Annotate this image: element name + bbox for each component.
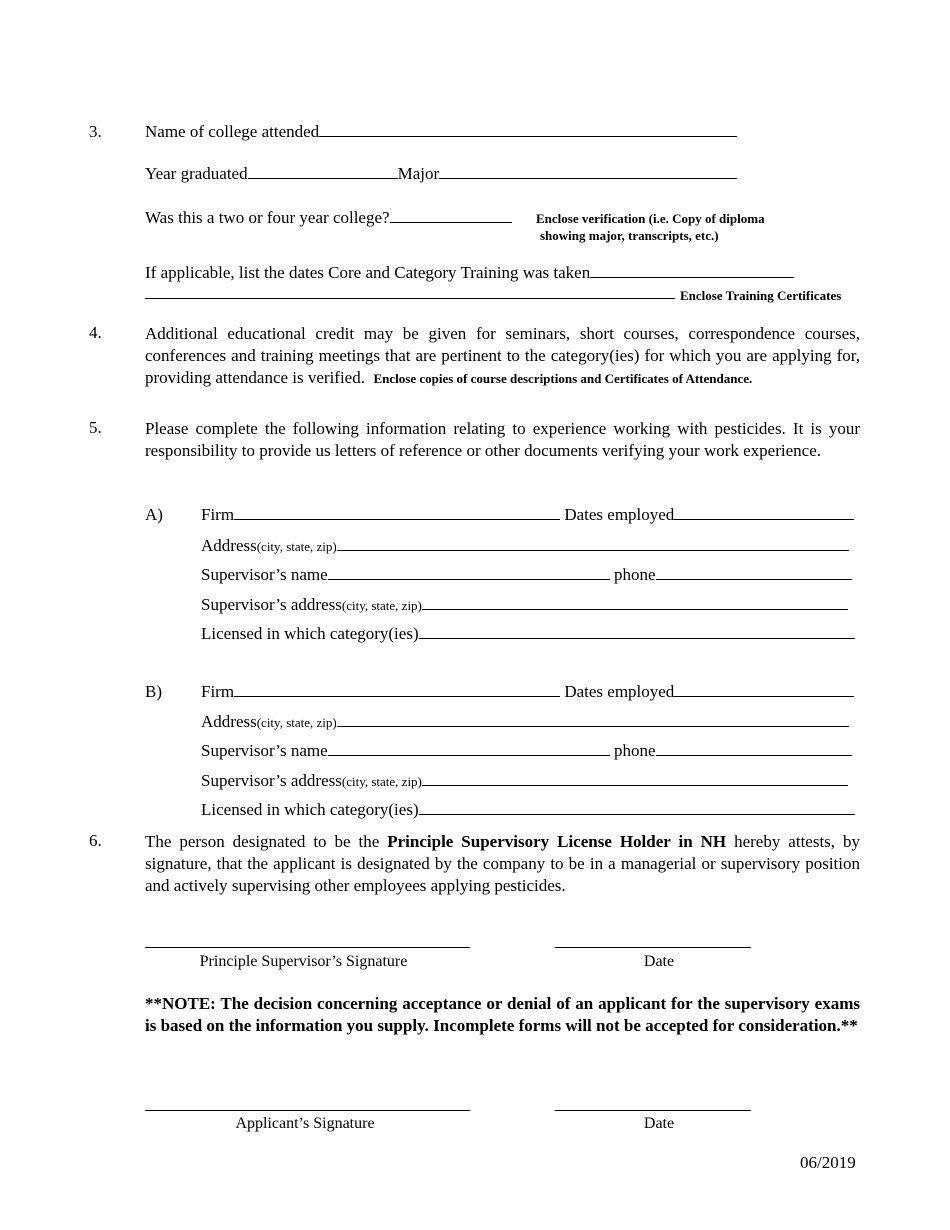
supervisor-date-line[interactable] <box>555 947 751 948</box>
question-5-text: Please complete the following information relating to experience working with pesticides. It is your responsibility to provide us letters of reference or other documents verifying your work experience. <box>145 419 860 460</box>
applicant-signature-label: Applicant’s Signature <box>235 1115 375 1132</box>
supervisor-address-input-line[interactable] <box>422 772 848 786</box>
supervisor-address-input-line[interactable] <box>422 596 848 610</box>
entry-b-supervisor-row <box>201 741 852 761</box>
address-input-line[interactable] <box>337 537 849 551</box>
dates-employed-label: Dates employed <box>564 682 675 701</box>
college-type-label: Was this a two or four year college? <box>145 208 390 227</box>
major-input-line[interactable] <box>439 165 737 179</box>
supervisor-address-label: Supervisor’s address <box>201 595 342 614</box>
important-note: **NOTE: The decision concerning acceptance or denial of an applicant for the supervisory exams is based on the information you supply. Incomplete forms will not be accepted for consideration.** <box>145 994 860 1035</box>
supervisor-name-label: Supervisor’s name <box>201 565 328 584</box>
entry-b-licensed-row <box>201 800 855 820</box>
training-input-line-2[interactable] <box>145 284 675 299</box>
question-4-number: 4. <box>89 323 102 342</box>
year-graduated-input-line[interactable] <box>248 165 398 179</box>
phone-input-line[interactable] <box>656 742 852 756</box>
firm-label: Firm <box>201 505 235 524</box>
licensed-category-input-line[interactable] <box>419 625 855 639</box>
supervisor-name-label: Supervisor’s name <box>201 741 328 760</box>
major-label: Major <box>397 164 440 183</box>
entry-b-firm-row <box>201 682 854 702</box>
licensed-category-input-line[interactable] <box>419 801 855 815</box>
dates-employed-input-line[interactable] <box>674 683 854 697</box>
supervisor-address-hint: (city, state, zip) <box>341 774 422 789</box>
dates-employed-input-line[interactable] <box>674 506 854 520</box>
entry-b-letter: B) <box>145 682 162 701</box>
entry-b-address-row <box>201 712 849 732</box>
address-hint: (city, state, zip) <box>256 715 337 730</box>
entry-a-firm-row <box>201 505 854 525</box>
college-input-line[interactable] <box>319 123 737 137</box>
entry-a-supervisor-row <box>201 565 852 585</box>
address-label: Address <box>201 712 257 731</box>
applicant-date-label: Date <box>643 1115 675 1132</box>
licensed-category-label: Licensed in which category(ies) <box>201 624 419 643</box>
entry-a-letter: A) <box>145 505 163 524</box>
firm-input-line[interactable] <box>234 506 560 520</box>
verification-note-line1: Enclose verification (i.e. Copy of diploma <box>536 211 765 226</box>
training-row <box>145 263 794 283</box>
supervisor-date-label: Date <box>643 953 675 970</box>
college-type-input-line[interactable] <box>390 209 512 223</box>
entry-b-supervisor-address-row <box>201 771 848 791</box>
applicant-signature-line[interactable] <box>145 1110 470 1111</box>
supervisor-address-label: Supervisor’s address <box>201 771 342 790</box>
question-6-text <box>145 831 860 897</box>
question-6-text-before: The person designated to be the <box>145 832 388 851</box>
phone-label: phone <box>613 565 656 584</box>
question-6-text-after: hereby attests, by signature, that the applicant is designated by the company to be in a managerial or supervisory position and actively supervising other employees applying pesticides. <box>145 832 860 895</box>
phone-input-line[interactable] <box>656 566 852 580</box>
revision-date: 06/2019 <box>800 1153 856 1172</box>
firm-label: Firm <box>201 682 235 701</box>
supervisor-signature-line[interactable] <box>145 947 470 948</box>
address-input-line[interactable] <box>337 713 849 727</box>
dates-employed-label: Dates employed <box>564 505 675 524</box>
college-field <box>145 122 737 142</box>
question-6-number: 6. <box>89 831 102 850</box>
question-3-number: 3. <box>89 122 102 141</box>
address-hint: (city, state, zip) <box>256 539 337 554</box>
entry-a-supervisor-address-row <box>201 595 848 615</box>
question-5-number: 5. <box>89 418 102 437</box>
supervisor-name-input-line[interactable] <box>328 742 610 756</box>
question-6-text-bold: Principle Supervisory License Holder in NH <box>387 832 727 851</box>
entry-a-licensed-row <box>201 624 855 644</box>
training-label: If applicable, list the dates Core and Category Training was taken <box>145 263 591 282</box>
licensed-category-label: Licensed in which category(ies) <box>201 800 419 819</box>
training-input-line[interactable] <box>590 264 794 278</box>
supervisor-signature-label: Principle Supervisor’s Signature <box>199 953 408 970</box>
applicant-date-line[interactable] <box>555 1110 751 1111</box>
year-major-row <box>145 164 737 184</box>
question-4-body: Additional educational credit may be given for seminars, short courses, correspondence courses, conferences and training meetings that are pertinent to the category(ies) for which you are applying for, providing attendance is verified. <box>145 324 860 387</box>
verification-note-line2: showing major, transcripts, etc.) <box>540 228 719 243</box>
supervisor-address-hint: (city, state, zip) <box>341 598 422 613</box>
address-label: Address <box>201 536 257 555</box>
entry-a-address-row <box>201 536 849 556</box>
firm-input-line[interactable] <box>234 683 560 697</box>
year-graduated-label: Year graduated <box>145 164 248 183</box>
college-type-row <box>145 208 512 228</box>
training-certificates-note: Enclose Training Certificates <box>680 288 842 303</box>
college-label: Name of college attended <box>145 122 320 141</box>
supervisor-name-input-line[interactable] <box>328 566 610 580</box>
question-4-note: Enclose copies of course descriptions and Certificates of Attendance. <box>373 371 753 386</box>
question-4-text <box>145 323 860 389</box>
phone-label: phone <box>613 741 656 760</box>
